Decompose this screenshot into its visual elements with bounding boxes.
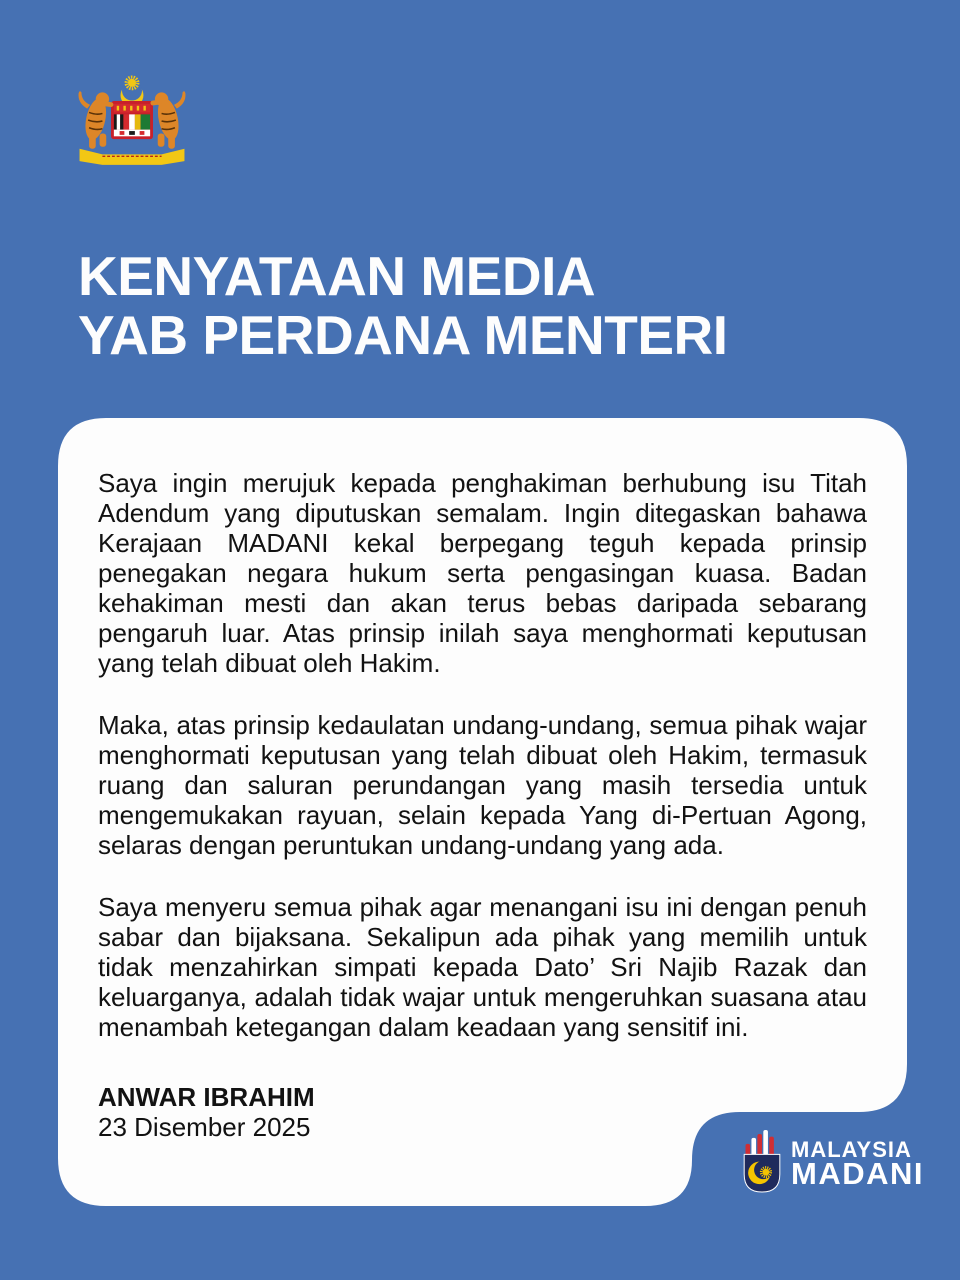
statement-body <box>58 418 907 1142</box>
malaysia-coat-of-arms-icon <box>70 72 194 172</box>
statement-paragraph: Maka, atas prinsip kedaulatan undang-undang, semua pihak wajar menghormati keputusan yang telah dibuat oleh Hakim, termasuk ruang dan saluran perundangan yang masih tersedia untuk mengemukakan rayuan, selain kepada Yang di-Pertuan Agong, selaras dengan peruntukan undang-undang yang ada. <box>98 710 867 860</box>
page-title <box>78 247 898 365</box>
madani-hand-emblem-icon <box>742 1128 782 1194</box>
madani-wordmark <box>791 1137 924 1191</box>
malaysia-madani-logo <box>742 1128 924 1194</box>
madani-wordmark-line1: MALAYSIA <box>791 1137 912 1162</box>
statement-paragraph: Saya ingin merujuk kepada penghakiman berhubung isu Titah Adendum yang diputuskan semalam. Ingin ditegaskan bahawa Kerajaan MADANI kekal berpegang teguh kepada prinsip penegakan negara hukum serta pengasingan kuasa. Badan kehakiman mesti dan akan terus bebas daripada sebarang pengaruh luar. Atas prinsip inilah saya menghormati keputusan yang telah dibuat oleh Hakim. <box>98 468 867 678</box>
signature-date: 23 Disember 2025 <box>98 1112 311 1142</box>
title-line-1: KENYATAAN MEDIA <box>78 245 596 307</box>
signature-name: ANWAR IBRAHIM <box>98 1082 315 1112</box>
madani-wordmark-line2: MADANI <box>791 1156 924 1191</box>
title-line-2: YAB PERDANA MENTERI <box>78 304 728 366</box>
statement-paragraph: Saya menyeru semua pihak agar menangani isu ini dengan penuh sabar dan bijaksana. Sekalipun ada pihak yang memilih untuk tidak menzahirkan simpati kepada Dato’ Sri Najib Razak dan keluarganya, adalah tidak wajar untuk mengeruhkan suasana atau menambah ketegangan dalam keadaan yang sensitif ini. <box>98 892 867 1042</box>
